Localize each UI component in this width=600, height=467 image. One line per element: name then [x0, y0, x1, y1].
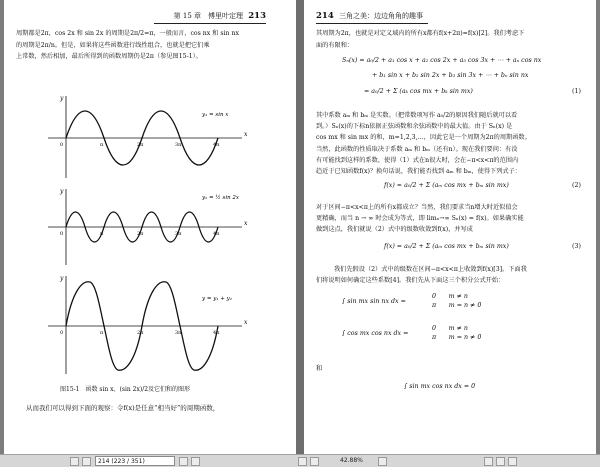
tick-label: 2π — [137, 231, 144, 237]
tick-label: 3π — [175, 142, 182, 148]
equation-1-line-3: = a₀/2 + Σ (aₖ cos mx + bₖ sin mx) — [364, 88, 473, 95]
equation-3-number: (3) — [572, 243, 581, 250]
page-gutter — [296, 0, 304, 454]
text-line: 有可能找到这样的系数，使得（1）式在n很大时，会在−π<x<π的范围内 — [316, 156, 519, 164]
plot2-label: y₂ = ½ sin 2x — [202, 195, 239, 201]
integral-1-cases — [432, 292, 481, 310]
tick-label: 4π — [213, 142, 220, 148]
plot-sum — [42, 272, 252, 376]
zoom-out-button[interactable] — [298, 457, 307, 466]
tick-label: π — [100, 330, 104, 336]
equation-2-number: (2) — [572, 182, 581, 189]
case-line: 0 m ≠ n — [432, 325, 468, 332]
fit-width-button[interactable] — [484, 457, 493, 466]
case-line: π m = n ≠ 0 — [432, 334, 482, 341]
plot-sin-x — [42, 92, 252, 180]
right-intro-paragraph — [316, 28, 588, 51]
zoom-level[interactable]: 42.88% — [340, 457, 363, 464]
text-line: 更精确，而当 n → ∞ 时会成为等式，即 limₙ→∞ Sₙ(x) = f(x)。如果确实能 — [316, 215, 524, 223]
tick-label: 2π — [137, 142, 144, 148]
text-line: 周期都是2π，cos 2x 和 sin 2x 的周期是2π/2=π，一般而言，cos nx 和 sin nx — [16, 30, 239, 37]
integral-1: ∫ sin mx sin nx dx = — [342, 298, 406, 305]
equation-1-line-1: Sₙ(x) = a₀/2 + a₁ cos x + a₂ cos 2x + a₃ cos 3x + ⋯ + aₙ cos nx — [342, 57, 542, 64]
text-line: 趋近于已知函数f(x)？换句话说，我们能否找到 aₘ 和 bₘ，使得下列式子： — [316, 168, 521, 176]
equation-1-number: (1) — [572, 88, 581, 95]
equation-3: f(x) = a₀/2 + Σ (aₘ cos mx + bₘ sin mx) — [384, 243, 509, 250]
text-line: 到。）Sₙ(x)的下标n依据正弦函数和余弦函数中的最大值。由于 Sₙ(x) 是 — [316, 123, 513, 131]
zoom-dropdown-button[interactable] — [378, 457, 387, 466]
first-page-button[interactable] — [70, 457, 79, 466]
header-rule — [154, 23, 266, 24]
y-axis-label: y — [60, 275, 64, 282]
equation-1-line-2: + b₁ sin x + b₂ sin 2x + b₃ sin 3x + ⋯ + bₙ sin nx — [372, 72, 529, 79]
tick-label: 3π — [175, 330, 182, 336]
tick-label: 4π — [213, 330, 220, 336]
integral-3: ∫ sin mx cos nx dx = 0 — [404, 383, 476, 390]
next-page-button[interactable] — [179, 457, 188, 466]
integral-2: ∫ cos mx cos nx dx = — [342, 330, 409, 337]
right-coefficient-paragraph — [316, 110, 592, 177]
plot3-label: y = y₁ + y₂ — [202, 296, 232, 302]
page-number-field[interactable]: 214 (223 / 351) — [95, 456, 175, 466]
x-axis-label: x — [244, 131, 248, 138]
text-line: 对于区间−π<x<π上的所有x都成立？当然，我们要求当n增大时近似值会 — [316, 204, 518, 211]
tick-label: π — [100, 231, 104, 237]
plot-half-sin-2x — [42, 185, 252, 267]
book-header: 三角之美：边边角角的趣事 — [338, 12, 423, 20]
chapter-header: 第 15 章 傅里叶定理 — [173, 12, 244, 20]
fit-page-button[interactable] — [496, 457, 505, 466]
plot1-label: y₁ = sin x — [202, 112, 229, 118]
x-axis-label: x — [244, 220, 248, 227]
text-line: cos mx 和 sin mx 的和，m=1,2,3,…，因此它是一个周期为2π的周期函数。 — [316, 134, 531, 142]
header-rule — [316, 23, 428, 24]
text-line: 其周期为2π，也就是对定义域内的所有x都有f(x+2π)=f(x)[2]。我们考虑下 — [316, 30, 525, 37]
x-axis-label: x — [244, 319, 248, 326]
right-page-number: 214 — [316, 11, 334, 21]
left-page-header — [174, 11, 266, 21]
right-convergence-paragraph — [316, 202, 592, 236]
text-line: 上常数，然后相加，最后所得到的函数周期仍是2π（参见图15-1）。 — [16, 53, 202, 61]
two-page-view-button[interactable] — [508, 457, 517, 466]
text-line: 做到这点，我们就说（2）式中的级数收敛到f(x)，并写成 — [316, 226, 473, 234]
left-bottom-paragraph: 从而我们可以得到下面的观察：令f(x)是任意“相当好”的周期函数， — [26, 404, 220, 412]
right-page-header — [316, 11, 423, 21]
tick-label: 0 — [60, 330, 64, 336]
right-integral-intro — [316, 264, 592, 286]
y-axis-label: y — [60, 95, 64, 102]
last-page-button[interactable] — [191, 457, 200, 466]
tick-label: 3π — [175, 231, 182, 237]
left-page — [4, 0, 296, 454]
left-page-number: 213 — [248, 11, 266, 21]
right-page — [304, 0, 596, 454]
text-line: 的周期是2π/n。但是，如果将这些函数进行线性组合，也就是把它们乘 — [16, 41, 210, 49]
figure-caption: 图15-1 函数 sin x、(sin 2x)/2及它们和的图形 — [60, 386, 191, 393]
and-word: 和 — [316, 365, 323, 372]
previous-page-button[interactable] — [82, 457, 91, 466]
case-line: 0 m ≠ n — [432, 293, 468, 300]
tick-label: 2π — [137, 330, 144, 336]
case-line: π m = n ≠ 0 — [432, 302, 482, 309]
text-line: 面的有限和： — [316, 41, 354, 49]
left-intro-paragraph — [16, 28, 286, 63]
integral-2-cases — [432, 324, 481, 342]
tick-label: 4π — [213, 231, 220, 237]
y-axis-label: y — [60, 188, 64, 195]
viewer-status-bar — [0, 454, 600, 467]
tick-label: 0 — [60, 231, 64, 237]
text-line: 们将说明如何确定这些系数[4]。我们先从下面这三个积分公式开始： — [316, 277, 505, 285]
tick-label: π — [100, 142, 104, 148]
equation-2: f(x) ≈ a₀/2 + Σ (aₘ cos mx + bₘ sin mx) — [384, 182, 509, 189]
text-line: 我们先假设（2）式中的级数在区间−π<x<π上收敛到f(x)[3]。下面我 — [334, 266, 527, 273]
zoom-in-button[interactable] — [310, 457, 319, 466]
text-line: 当然，此函数的性质取决于系数 aₘ 和 bₘ（还有n）。现在我们要问：有没 — [316, 145, 518, 153]
tick-label: 0 — [60, 142, 64, 148]
text-line: 其中系数 aₘ 和 bₘ 是实数。（把常数项写作 a₀/2的原因我们随后就可以看 — [316, 112, 518, 119]
